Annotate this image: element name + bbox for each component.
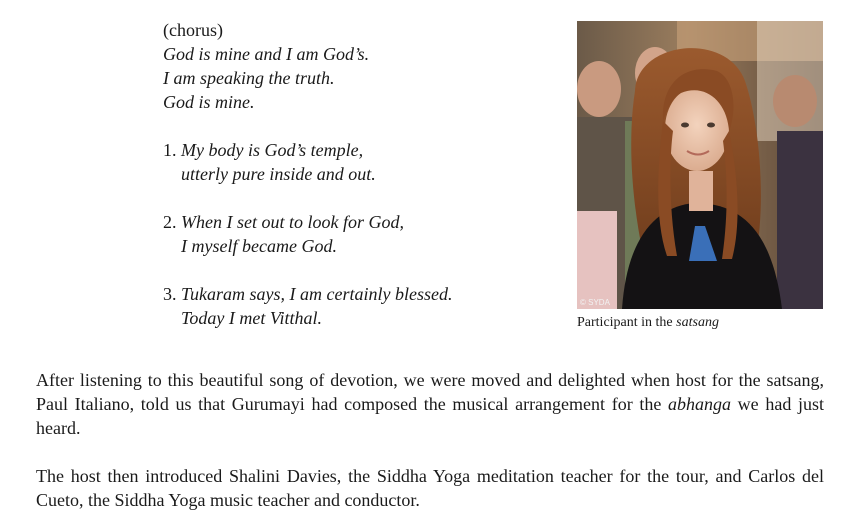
- verse-number: 2.: [163, 212, 177, 232]
- verse-line: Today I met Vitthal.: [181, 308, 322, 328]
- chorus-line: God is mine and I am God’s.: [163, 44, 370, 64]
- verse-line: My body is God’s temple,: [181, 140, 364, 160]
- verse-1: [163, 138, 563, 186]
- caption-italic: satsang: [676, 315, 719, 330]
- verse-line: utterly pure inside and out.: [181, 164, 376, 184]
- verse-body: [181, 282, 452, 330]
- verse-body: [181, 210, 404, 258]
- verse-body: [181, 138, 376, 186]
- photo-illustration: [577, 21, 823, 309]
- verse-number: 1.: [163, 140, 177, 160]
- paragraph-abhanga: [36, 368, 824, 440]
- stanza-gap: [163, 258, 563, 282]
- song-lyrics: [163, 18, 563, 330]
- verse-number: 3.: [163, 284, 177, 304]
- stanza-gap: [163, 186, 563, 210]
- caption-text: Participant in the: [577, 315, 677, 330]
- stanza-gap: [163, 114, 563, 138]
- verse-3: [163, 282, 563, 330]
- paragraph-italic-term: abhanga: [668, 394, 732, 414]
- chorus-line: God is mine.: [163, 92, 255, 112]
- verse-2: [163, 210, 563, 258]
- paragraph-text: After listening to this beautiful song of devotion, we were moved and delighted when host for the satsang, Paul Italiano, told us that Gurumayi had composed the musical arrangement for the: [36, 370, 824, 414]
- participant-photo: [577, 21, 823, 309]
- photo-caption: [577, 314, 719, 332]
- verse-line: I myself became God.: [181, 236, 337, 256]
- paragraph-introductions: The host then introduced Shalini Davies, the Siddha Yoga meditation teacher for the tour, and Carlos del Cueto, the Siddha Yoga music teacher and conductor.: [36, 466, 824, 510]
- photo-credit: © SYDA: [580, 298, 610, 307]
- paragraph-text: we had just heard.: [36, 394, 825, 438]
- verse-line: Tukaram says, I am certainly blessed.: [181, 284, 453, 304]
- verse-line: When I set out to look for God,: [181, 212, 404, 232]
- chorus-label: (chorus): [163, 20, 223, 40]
- chorus-line: I am speaking the truth.: [163, 68, 335, 88]
